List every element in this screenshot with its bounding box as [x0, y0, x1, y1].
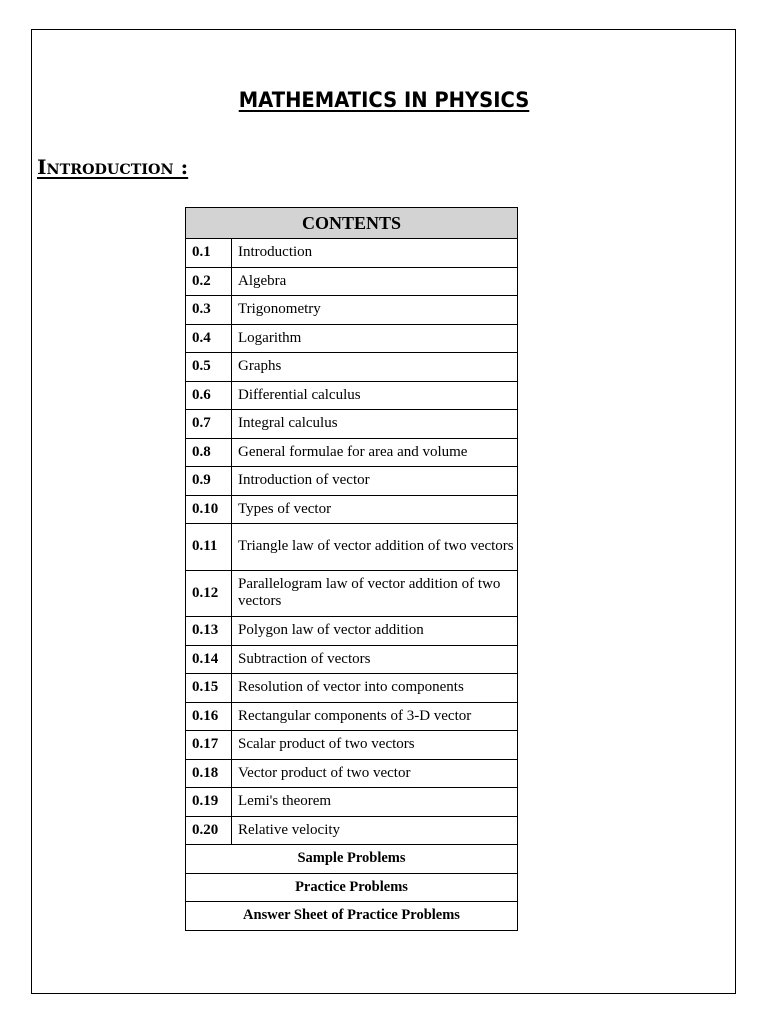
section-topic: Scalar product of two vectors	[232, 731, 518, 760]
section-number: 0.3	[186, 296, 232, 325]
contents-row	[186, 645, 518, 674]
contents-row	[186, 702, 518, 731]
section-topic: Logarithm	[232, 324, 518, 353]
section-number: 0.10	[186, 495, 232, 524]
section-number: 0.17	[186, 731, 232, 760]
section-topic: Algebra	[232, 267, 518, 296]
contents-row	[186, 381, 518, 410]
document-title: MATHEMATICS IN PHYSICS	[238, 88, 530, 112]
section-topic: Parallelogram law of vector addition of two vectors	[232, 570, 518, 617]
section-number: 0.7	[186, 410, 232, 439]
section-topic: Relative velocity	[232, 816, 518, 845]
contents-footer-row	[186, 902, 518, 931]
contents-row	[186, 296, 518, 325]
contents-header: CONTENTS	[186, 208, 518, 239]
section-topic: Triangle law of vector addition of two vectors	[232, 524, 518, 571]
section-number: 0.13	[186, 617, 232, 646]
section-topic: Introduction of vector	[232, 467, 518, 496]
contents-footer-item: Sample Problems	[186, 845, 518, 874]
contents-row	[186, 816, 518, 845]
section-number: 0.18	[186, 759, 232, 788]
contents-row	[186, 410, 518, 439]
section-number: 0.4	[186, 324, 232, 353]
section-number: 0.6	[186, 381, 232, 410]
section-number: 0.1	[186, 239, 232, 268]
section-topic: Rectangular components of 3-D vector	[232, 702, 518, 731]
section-topic: Trigonometry	[232, 296, 518, 325]
section-number: 0.9	[186, 467, 232, 496]
contents-row	[186, 759, 518, 788]
section-number: 0.11	[186, 524, 232, 571]
section-number: 0.5	[186, 353, 232, 382]
section-number: 0.16	[186, 702, 232, 731]
section-number: 0.8	[186, 438, 232, 467]
contents-row	[186, 495, 518, 524]
contents-row	[186, 239, 518, 268]
section-topic: Subtraction of vectors	[232, 645, 518, 674]
section-topic: Lemi's theorem	[232, 788, 518, 817]
contents-row	[186, 438, 518, 467]
contents-footer-row	[186, 845, 518, 874]
contents-row	[186, 267, 518, 296]
contents-row	[186, 674, 518, 703]
section-number: 0.14	[186, 645, 232, 674]
section-number: 0.12	[186, 570, 232, 617]
contents-row	[186, 467, 518, 496]
contents-row	[186, 324, 518, 353]
section-topic: Vector product of two vector	[232, 759, 518, 788]
section-topic: Graphs	[232, 353, 518, 382]
section-topic: Integral calculus	[232, 410, 518, 439]
section-heading: Introduction :	[37, 155, 189, 179]
section-topic: Resolution of vector into components	[232, 674, 518, 703]
section-number: 0.19	[186, 788, 232, 817]
contents-body	[186, 239, 518, 931]
section-number: 0.2	[186, 267, 232, 296]
contents-row	[186, 524, 518, 571]
section-topic: Types of vector	[232, 495, 518, 524]
contents-footer-item: Answer Sheet of Practice Problems	[186, 902, 518, 931]
section-topic: Differential calculus	[232, 381, 518, 410]
contents-footer-item: Practice Problems	[186, 873, 518, 902]
contents-footer-row	[186, 873, 518, 902]
contents-table	[185, 207, 518, 931]
contents-row	[186, 731, 518, 760]
contents-row	[186, 617, 518, 646]
contents-row	[186, 353, 518, 382]
section-number: 0.20	[186, 816, 232, 845]
section-topic: Polygon law of vector addition	[232, 617, 518, 646]
contents-row	[186, 788, 518, 817]
contents-row	[186, 570, 518, 617]
section-number: 0.15	[186, 674, 232, 703]
section-topic: Introduction	[232, 239, 518, 268]
section-topic: General formulae for area and volume	[232, 438, 518, 467]
